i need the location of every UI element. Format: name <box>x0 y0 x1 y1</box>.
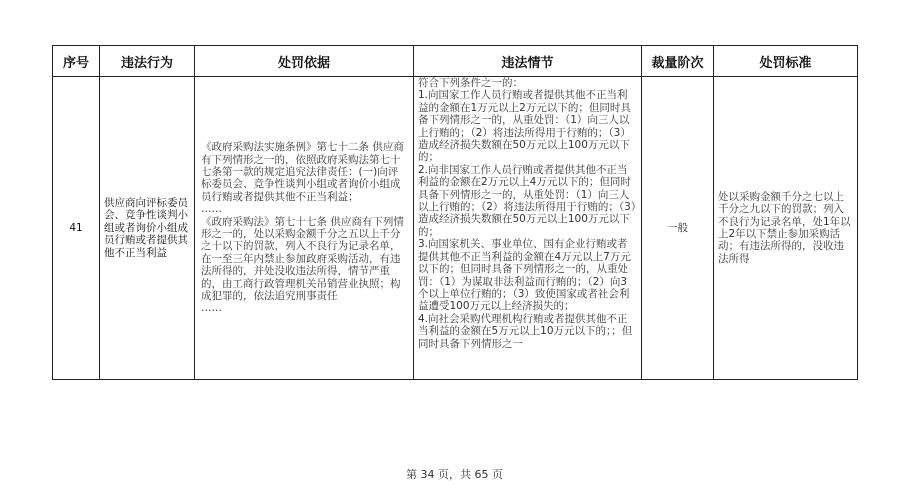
row-number: 41 <box>53 77 100 380</box>
header-violation: 违法行为 <box>100 46 195 77</box>
header-penalty-standard: 处罚标准 <box>714 46 858 77</box>
header-num: 序号 <box>53 46 100 77</box>
basis-paragraph: 《政府采购法》第七十七条 供应商有下列情形之一的，处以采购金额千分之五以上千分之十以下的罚款，列入不良行为记录名单，在一至三年内禁止参加政府采购活动，有违法所得的，并处没收违法所得，情节严重的，由工商行政管理机关吊销营业执照；构成犯罪的，依法追究刑事责任 <box>201 215 404 303</box>
circumstance-item: 1.向国家工作人员行贿或者提供其他不正当利益的金额在1万元以上2万元以下的；但同时具备下列情形之一的，从重处罚：（1）向三人以上行贿的；（2）将违法所得用于行贿的；（3）造成经济损失数额在50万元以上100万元以下的； <box>418 89 631 164</box>
circumstance-item: 3.向国家机关、事业单位、国有企业行贿或者提供其他不正当利益的金额在4万元以上7万元以下的；但同时具备下列情形之一的，从重处罚：（1）为谋取非法利益而行贿的；（2）向3个以上单位行贿的；（3）致使国家或者社会利益遭受100万元以上经济损失的； <box>418 238 631 313</box>
basis-ellipsis: …… <box>201 302 222 315</box>
violation-circumstances-cell <box>414 77 642 380</box>
basis-paragraph: 《政府采购法实施条例》第七十二条 供应商有下列情形之一的，依照政府采购法第七十七条第一款的规定追究法律责任：(一)向评标委员会、竞争性谈判小组或者询价小组成员行贿或者提供其他不正当利益； <box>201 141 404 203</box>
basis-ellipsis: …… <box>201 203 222 216</box>
circumstance-item: 2.向非国家工作人员行贿或者提供其他不正当利益的金额在2万元以上4万元以下的；但同时具备下列情形之一的，从重处罚：（1）向三人以上行贿的；（2）将违法所得用于行贿的；（3）造成经济损失数额在50万元以上100万元以下的； <box>418 163 637 238</box>
penalty-table <box>52 45 858 380</box>
violation-cell: 供应商向评标委员会、竞争性谈判小组或者询价小组成员行贿或者提供其他不正当利益 <box>100 77 195 380</box>
page-number: 第 34 页，共 65 页 <box>406 468 503 481</box>
table-header-row <box>53 46 858 77</box>
discretion-level-cell: 一般 <box>642 77 714 380</box>
header-penalty-basis: 处罚依据 <box>195 46 414 77</box>
table-row <box>53 77 858 380</box>
header-violation-circumstances: 违法情节 <box>414 46 642 77</box>
circumstance-intro: 符合下列条件之一的： <box>418 77 523 89</box>
header-discretion-level: 裁量阶次 <box>642 46 714 77</box>
circumstances-text <box>418 77 637 377</box>
penalty-basis-cell <box>195 77 414 380</box>
circumstance-item: 4.向社会采购代理机构行贿或者提供其他不正当利益的金额在5万元以上10万元以下的；；但同时具备下列情形之一 <box>418 312 633 350</box>
penalty-standard-cell: 处以采购金额千分之七以上千分之九以下的罚款；列入不良行为记录名单，处1年以上2年以下禁止参加采购活动；有违法所得的，没收违法所得 <box>714 77 858 380</box>
